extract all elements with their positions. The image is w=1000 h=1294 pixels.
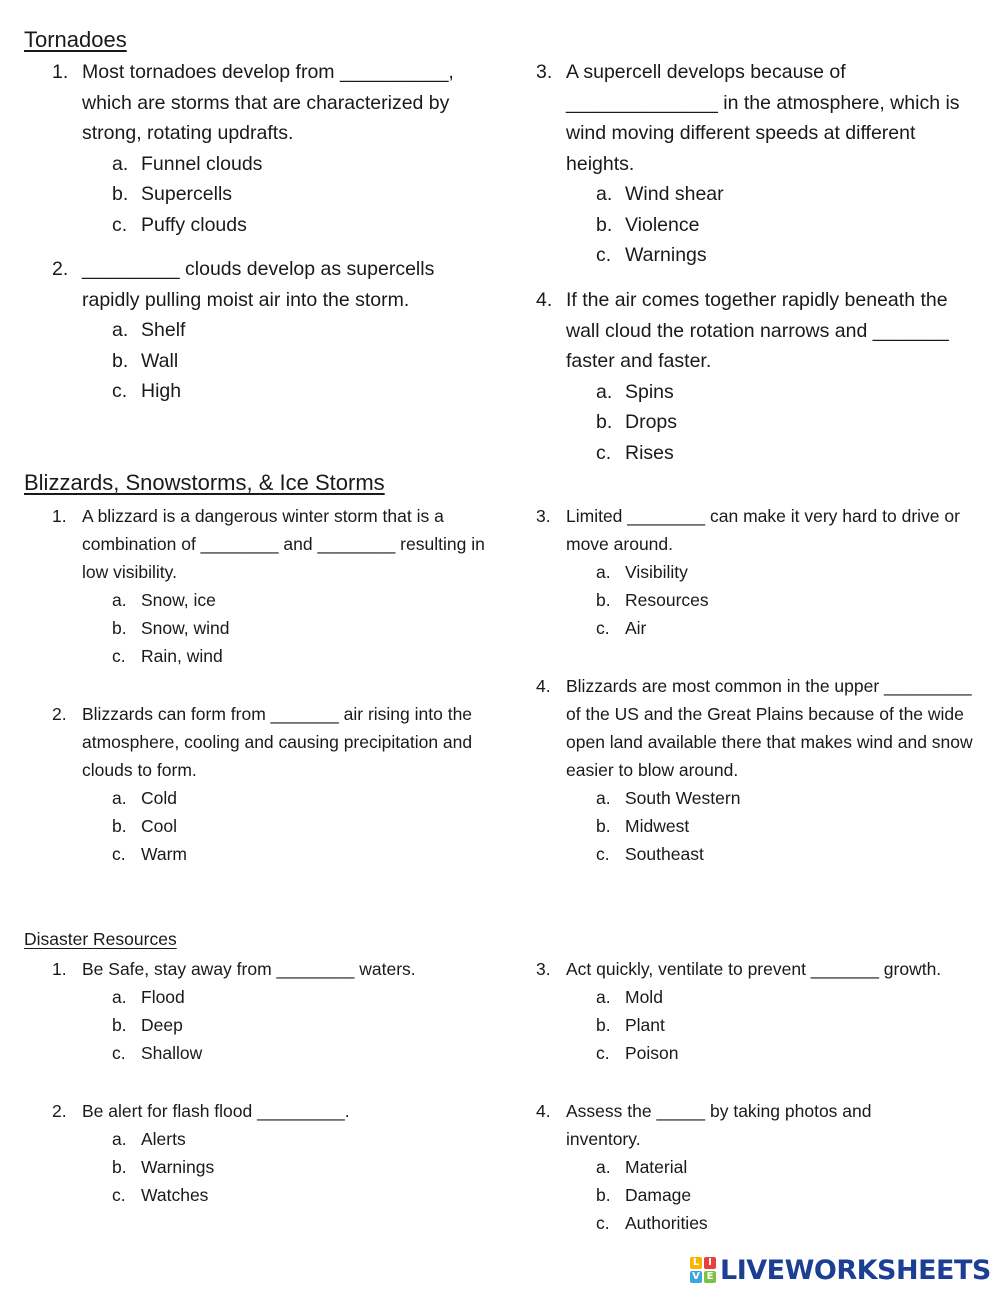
question-text: _________ clouds develop as supercells rapidly pulling moist air into the storm. (82, 258, 435, 311)
option-letter: a. (112, 788, 127, 808)
option-a[interactable] (508, 179, 970, 210)
option-text: Puffy clouds (141, 213, 247, 236)
option-letter: b. (112, 618, 127, 638)
option-text: Alerts (141, 1129, 186, 1149)
option-letter: b. (596, 213, 613, 236)
logo-mark-cell: V (690, 1271, 702, 1283)
option-text: Plant (625, 1015, 665, 1035)
option-text: Authorities (625, 1213, 708, 1233)
option-text: Visibility (625, 562, 688, 582)
option-c[interactable] (24, 1181, 494, 1209)
option-a[interactable] (24, 586, 494, 614)
option-text: Midwest (625, 816, 690, 836)
option-a[interactable] (508, 1153, 948, 1181)
option-text: Supercells (141, 183, 233, 205)
option-a[interactable] (24, 1125, 494, 1153)
option-b[interactable] (508, 812, 978, 840)
option-letter: c. (112, 844, 126, 864)
option-b[interactable] (24, 614, 494, 642)
options-list (508, 983, 948, 1067)
options-list (24, 315, 494, 407)
option-text: High (141, 380, 182, 402)
question-number: 4. (536, 1101, 551, 1121)
option-c[interactable] (508, 1039, 948, 1067)
question-number: 3. (536, 959, 551, 979)
option-text: Cold (141, 788, 177, 808)
option-letter: b. (112, 349, 129, 372)
option-c[interactable] (24, 642, 494, 670)
option-letter: c. (112, 380, 128, 402)
option-letter: a. (596, 380, 613, 403)
question-text: Be Safe, stay away from ________ waters. (82, 959, 416, 979)
option-text: Shelf (141, 319, 186, 341)
option-text: Shallow (141, 1043, 203, 1063)
option-text: South Western (625, 788, 741, 808)
options-list (508, 1153, 948, 1237)
option-letter: a. (596, 788, 611, 808)
option-letter: a. (596, 183, 613, 205)
option-c[interactable] (24, 376, 494, 407)
question-resources-1 (24, 955, 494, 1067)
option-letter: b. (596, 590, 611, 610)
option-text: Mold (625, 987, 663, 1007)
question-text: A blizzard is a dangerous winter storm that is a combination of ________ and ________ resulting in low visibility. (82, 506, 485, 582)
option-text: Warm (141, 844, 188, 864)
logo-mark-icon (690, 1257, 716, 1283)
option-text: Material (625, 1157, 688, 1177)
option-text: Rises (625, 441, 674, 464)
option-a[interactable] (508, 558, 978, 586)
question-blizzards-2 (24, 700, 494, 868)
options-list (24, 586, 494, 670)
option-letter: a. (112, 1129, 127, 1149)
logo-text: LIVEWORKSHEETS (720, 1254, 991, 1286)
question-text: Assess the _____ by taking photos and inventory. (566, 1101, 872, 1149)
option-c[interactable] (24, 1039, 494, 1067)
option-text: Deep (141, 1015, 183, 1035)
option-text: Resources (625, 590, 709, 610)
option-letter: c. (596, 1213, 610, 1233)
option-a[interactable] (24, 983, 494, 1011)
option-letter: b. (112, 183, 129, 205)
question-resources-4 (508, 1097, 948, 1237)
option-letter: c. (112, 1185, 126, 1205)
option-letter: a. (112, 987, 127, 1007)
option-text: Wind shear (625, 183, 724, 205)
option-c[interactable] (508, 840, 978, 868)
option-letter: c. (596, 618, 610, 638)
option-letter: a. (112, 590, 127, 610)
section-title-tornadoes: Tornadoes (24, 27, 127, 52)
question-text: Be alert for flash flood _________. (82, 1101, 350, 1121)
options-list (508, 784, 978, 868)
option-c[interactable] (24, 840, 494, 868)
option-b[interactable] (508, 210, 970, 241)
question-number: 4. (536, 289, 553, 311)
option-letter: b. (112, 1157, 127, 1177)
options-list (508, 377, 970, 469)
question-tornadoes-2 (24, 254, 494, 407)
options-list (24, 1125, 494, 1209)
option-letter: c. (596, 1043, 610, 1063)
question-number: 3. (536, 61, 553, 83)
option-text: Warnings (141, 1157, 215, 1177)
option-b[interactable] (24, 179, 494, 210)
logo-mark-cell: I (704, 1257, 716, 1269)
option-letter: c. (596, 844, 610, 864)
option-letter: b. (112, 1015, 127, 1035)
question-text: A supercell develops because of ______________ in the atmosphere, which is wind moving different speeds at different heights. (566, 61, 960, 175)
option-b[interactable] (508, 407, 970, 438)
option-a[interactable] (508, 784, 978, 812)
option-letter: b. (596, 1015, 611, 1035)
option-letter: b. (596, 816, 611, 836)
option-letter: c. (112, 213, 128, 236)
option-letter: a. (596, 1157, 611, 1177)
question-blizzards-4 (508, 672, 978, 868)
question-number: 2. (52, 258, 69, 280)
question-text: Most tornadoes develop from __________, which are storms that are characterized by strong, rotating updrafts. (82, 61, 454, 144)
option-letter: a. (596, 987, 611, 1007)
option-b[interactable] (508, 1011, 948, 1039)
option-text: Snow, wind (141, 618, 230, 638)
question-number: 3. (536, 506, 551, 526)
option-letter: a. (596, 562, 611, 582)
question-blizzards-3 (508, 502, 978, 642)
question-tornadoes-3 (508, 57, 970, 271)
option-text: Wall (141, 349, 179, 372)
option-b[interactable] (24, 812, 494, 840)
option-c[interactable] (24, 210, 494, 241)
question-number: 1. (52, 61, 69, 83)
option-b[interactable] (24, 1011, 494, 1039)
options-list (24, 149, 494, 241)
option-letter: b. (112, 816, 127, 836)
question-text: If the air comes together rapidly beneath the wall cloud the rotation narrows and _______ faster and faster. (566, 289, 949, 372)
option-b[interactable] (508, 586, 978, 614)
question-number: 4. (536, 676, 551, 696)
logo-mark-cell: L (690, 1257, 702, 1269)
options-list (24, 983, 494, 1067)
option-a[interactable] (508, 377, 970, 408)
option-text: Flood (141, 987, 185, 1007)
option-text: Damage (625, 1185, 692, 1205)
question-tornadoes-4 (508, 285, 970, 468)
question-resources-3 (508, 955, 948, 1067)
liveworksheets-logo[interactable] (690, 1253, 991, 1287)
option-text: Warnings (625, 244, 707, 266)
option-text: Snow, ice (141, 590, 216, 610)
option-text: Rain, wind (141, 646, 223, 666)
option-letter: b. (596, 1185, 611, 1205)
question-text: Blizzards can form from _______ air rising into the atmosphere, cooling and causing precipitation and clouds to form. (82, 704, 473, 780)
option-b[interactable] (508, 1181, 948, 1209)
option-a[interactable] (24, 315, 494, 346)
option-letter: b. (596, 411, 613, 433)
option-text: Southeast (625, 844, 704, 864)
options-list (508, 558, 978, 642)
option-letter: c. (596, 244, 612, 266)
option-text: Cool (141, 816, 177, 836)
option-c[interactable] (508, 1209, 948, 1237)
option-letter: c. (112, 1043, 126, 1063)
question-number: 1. (52, 959, 67, 979)
option-c[interactable] (508, 438, 970, 469)
option-a[interactable] (24, 784, 494, 812)
option-text: Violence (625, 213, 700, 236)
option-text: Spins (625, 380, 674, 403)
option-text: Funnel clouds (141, 152, 263, 175)
section-title-blizzards: Blizzards, Snowstorms, & Ice Storms (24, 470, 385, 495)
option-text: Poison (625, 1043, 679, 1063)
question-blizzards-1 (24, 502, 494, 670)
logo-mark-cell: E (704, 1271, 716, 1283)
option-text: Air (625, 618, 647, 638)
question-resources-2 (24, 1097, 494, 1209)
options-list (24, 784, 494, 868)
option-b[interactable] (24, 346, 494, 377)
option-c[interactable] (508, 614, 978, 642)
option-a[interactable] (24, 149, 494, 180)
option-text: Drops (625, 411, 678, 433)
question-text: Limited ________ can make it very hard to drive or move around. (566, 506, 960, 554)
question-tornadoes-1 (24, 57, 494, 240)
option-a[interactable] (508, 983, 948, 1011)
option-letter: c. (596, 441, 612, 464)
section-title-disaster-resources: Disaster Resources (24, 929, 177, 949)
option-c[interactable] (508, 240, 970, 271)
option-b[interactable] (24, 1153, 494, 1181)
question-text: Act quickly, ventilate to prevent _______ growth. (566, 959, 942, 979)
question-number: 2. (52, 704, 67, 724)
question-number: 1. (52, 506, 67, 526)
option-letter: a. (112, 152, 129, 175)
question-number: 2. (52, 1101, 67, 1121)
options-list (508, 179, 970, 271)
option-text: Watches (141, 1185, 209, 1205)
option-letter: c. (112, 646, 126, 666)
question-text: Blizzards are most common in the upper _________ of the US and the Great Plains because of the wide open land available there that makes wind and snow easier to blow around. (566, 676, 973, 780)
option-letter: a. (112, 319, 129, 341)
